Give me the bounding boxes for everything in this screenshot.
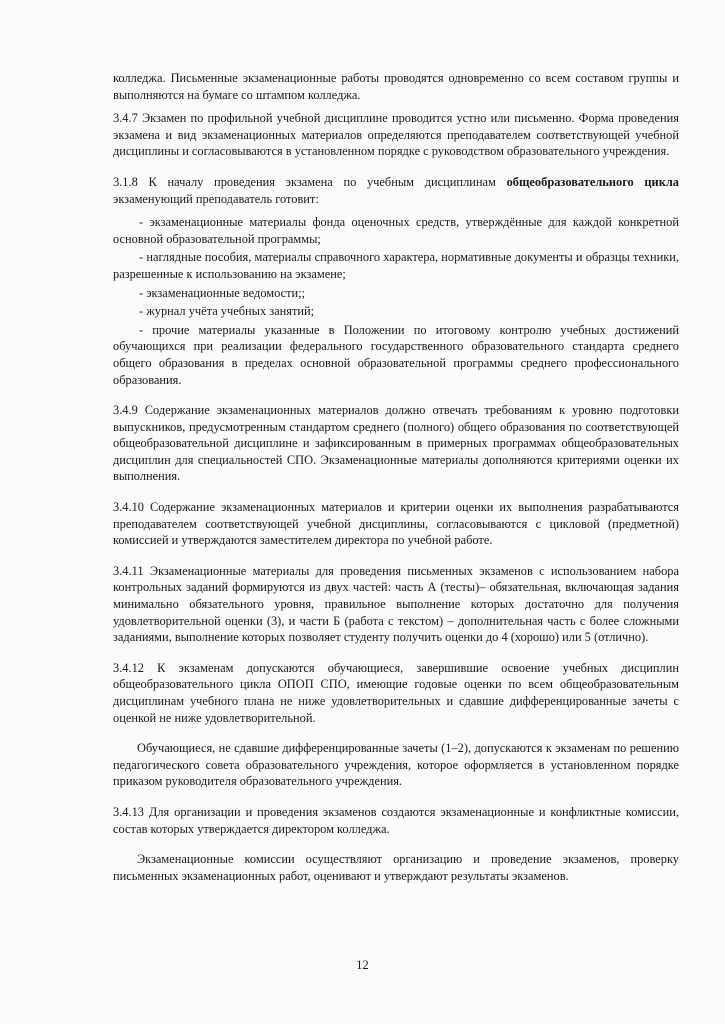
paragraph-3-4-7: 3.4.7 Экзамен по профильной учебной дисциплине проводится устно или письменно. Форма проведения экзамена и вид экзаменационных материалов определяются преподавателем соответствующей учебной дисциплины и согласовываются в установленном порядке с руководством образовательного учреждения. (113, 111, 679, 159)
page-number: 12 (356, 958, 369, 972)
list-item: - экзаменационные материалы фонда оценочных средств, утверждённые для каждой конкретной основной образовательной программы; (113, 215, 679, 246)
paragraph-3-1-8-lead: 3.1.8 К началу проведения экзамена по учебным дисциплинам (113, 174, 507, 189)
paragraph-3-1-8-tail: экзаменующий преподаватель готовит: (113, 191, 319, 206)
paragraph-3-4-13: 3.4.13 Для организации и проведения экзаменов создаются экзаменационные и конфликтные комиссии, состав которых утверждается директором колледжа. (113, 804, 679, 836)
document-body (113, 70, 679, 891)
paragraph-3-4-9: 3.4.9 Содержание экзаменационных материалов должно отвечать требованиям к уровню подготовки выпускников, предусмотренным стандартом среднего (полного) общего образования по соответствующей общеобразовательной дисциплине и зафиксированным в примерных программах общеобразовательных дисциплин для специальностей СПО. Экзаменационные материалы дополняются критериями оценки их выполнения. (113, 403, 679, 484)
paragraph-admission-note: Обучающиеся, не сдавшие дифференцированные зачеты (1–2), допускаются к экзаменам по решению педагогического совета образовательного учреждения, которое оформляется в установленном порядке приказом руководителя образовательного учреждения. (113, 741, 679, 789)
list-item: - наглядные пособия, материалы справочного характера, нормативные документы и образцы техники, разрешенные к использованию на экзамене; (113, 250, 679, 281)
list-item: - экзаменационные ведомости;; (139, 285, 306, 300)
list-item: - прочие материалы указанные в Положении по итоговому контролю учебных достижений обучающихся при реализации федерального государственного образовательного стандарта среднего общего образования в пределах основной образовательной программы среднего профессионального образования. (113, 322, 679, 387)
paragraph-3-4-10: 3.4.10 Содержание экзаменационных материалов и критерии оценки их выполнения разрабатываются преподавателем соответствующей учебной дисциплины, согласовываются с цикловой (предметной) комиссией и утверждаются заместителем директора по учебной работе. (113, 500, 679, 548)
paragraph-3-4-11: 3.4.11 Экзаменационные материалы для проведения письменных экзаменов с использованием набора контрольных заданий формируются из двух частей: часть А (тесты)– обязательная, включающая задания минимально обязательного уровня, правильное выполнение которых достаточно для получения удовлетворительной оценки (3), и части Б (работа с текстом) – дополнительная часть с более сложными заданиями, выполнение которых позволяет студенту получить оценки до 4 (хорошо) или 5 (отлично). (113, 563, 679, 645)
paragraph-3-1-8 (113, 174, 679, 207)
paragraph-continuation: колледжа. Письменные экзаменационные работы проводятся одновременно со всем составом группы и выполняются на бумаге со штампом колледжа. (113, 71, 679, 102)
paragraph-3-4-12: 3.4.12 К экзаменам допускаются обучающиеся, завершившие освоение учебных дисциплин общеобразовательного цикла ОПОП СПО, имеющие годовые оценки по всем общеобразовательным дисциплинам учебного плана не ниже удовлетворительных и сдавшие дифференцированные зачеты с оценкой не ниже удовлетворительной. (113, 660, 679, 725)
paragraph-commission-duties: Экзаменационные комиссии осуществляют организацию и проведение экзаменов, проверку письменных экзаменационных работ, оценивают и утверждают результаты экзаменов. (113, 852, 679, 883)
list-item: - журнал учёта учебных занятий; (139, 304, 315, 319)
paragraph-3-1-8-bold: общеобразовательного цикла (506, 174, 679, 189)
